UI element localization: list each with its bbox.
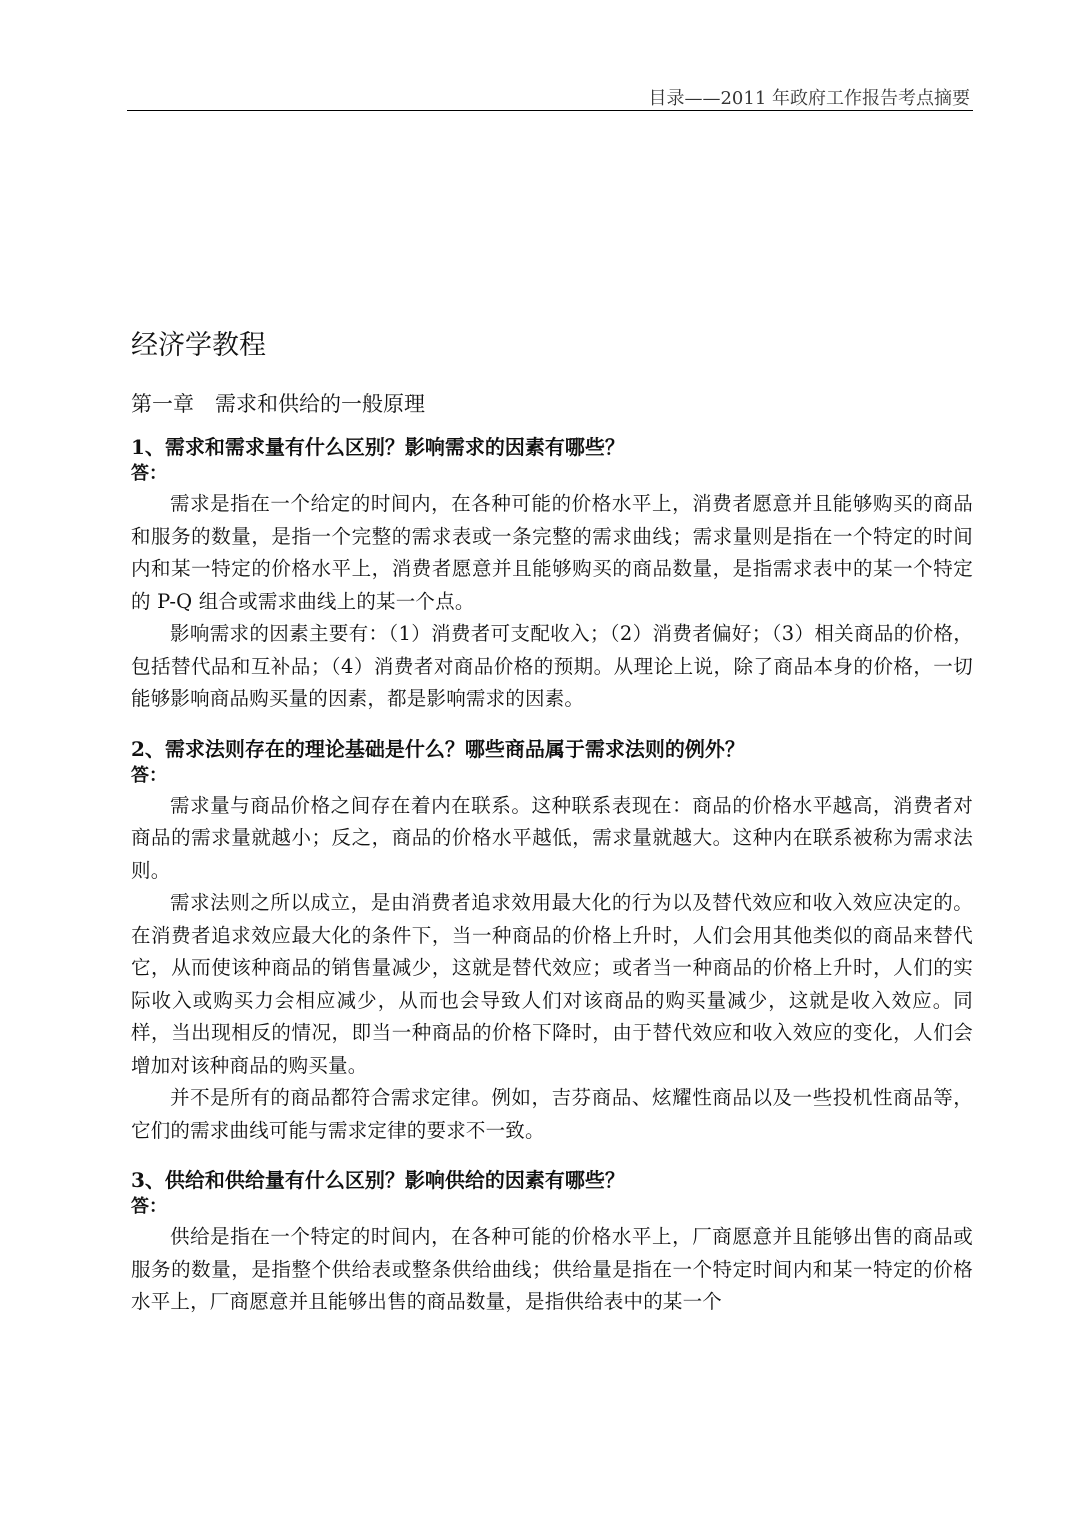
answer-paragraph: 并不是所有的商品都符合需求定律。例如，吉芬商品、炫耀性商品以及一些投机性商品等，它们的需求曲线可能与需求定律的要求不一致。 xyxy=(131,1086,973,1142)
document-body xyxy=(131,326,973,1337)
answer-label: 答： xyxy=(131,463,167,484)
answer-label: 答： xyxy=(131,764,167,786)
answer-paragraph: 需求是指在一个给定的时间内，在各种可能的价格水平上，消费者愿意并且能够购买的商品和服务的数量，是指一个完整的需求表或一条完整的需求曲线；需求量则是指在一个特定的时间内和某一特定的价格水平上，消费者愿意并且能够购买的商品数量，是指需求表中的某一个特定的 P-Q 组合或需求曲线上的某一个点。 xyxy=(131,492,973,613)
running-header: 目录——2011 年政府工作报告考点摘要 xyxy=(648,88,970,109)
answer-paragraph: 影响需求的因素主要有：（1）消费者可支配收入；（2）消费者偏好；（3）相关商品的价格，包括替代品和互补品；（4）消费者对商品价格的预期。从理论上说，除了商品本身的价格，一切能够影响商品购买量的因素，都是影响需求的因素。 xyxy=(131,622,973,710)
answer-paragraph: 需求法则之所以成立，是由消费者追求效用最大化的行为以及替代效应和收入效应决定的。在消费者追求效应最大化的条件下，当一种商品的价格上升时，人们会用其他类似的商品来替代它，从而使该种商品的销售量减少，这就是替代效应；或者当一种商品的价格上升时，人们的实际收入或购买力会相应减少，从而也会导致人们对该商品的购买量减少，这就是收入效应。同样，当出现相反的情况，即当一种商品的价格下降时，由于替代效应和收入效应的变化，人们会增加对该种商品的购买量。 xyxy=(131,891,973,1077)
question-section-2 xyxy=(131,734,973,1148)
question-heading: 2、需求法则存在的理论基础是什么？哪些商品属于需求法则的例外？ xyxy=(131,736,745,761)
chapter-title: 第一章 需求和供给的一般原理 xyxy=(131,392,425,416)
question-section-1 xyxy=(131,432,973,716)
header-rule xyxy=(127,110,973,111)
answer-paragraph: 供给是指在一个特定的时间内，在各种可能的价格水平上，厂商愿意并且能够出售的商品或服务的数量，是指整个供给表或整条供给曲线；供给量是指在一个特定时间内和某一特定的价格水平上，厂商愿意并且能够出售的商品数量，是指供给表中的某一个 xyxy=(131,1225,973,1313)
question-section-3 xyxy=(131,1165,973,1319)
question-heading: 3、供给和供给量有什么区别？影响供给的因素有哪些？ xyxy=(131,1168,625,1192)
answer-label: 答： xyxy=(131,1196,167,1217)
answer-paragraph: 需求量与商品价格之间存在着内在联系。这种联系表现在：商品的价格水平越高，消费者对商品的需求量就越小；反之，商品的价格水平越低，需求量就越大。这种内在联系被称为需求法则。 xyxy=(131,793,973,882)
book-title: 经济学教程 xyxy=(131,330,266,361)
question-heading: 1、需求和需求量有什么区别？影响需求的因素有哪些？ xyxy=(131,435,625,459)
